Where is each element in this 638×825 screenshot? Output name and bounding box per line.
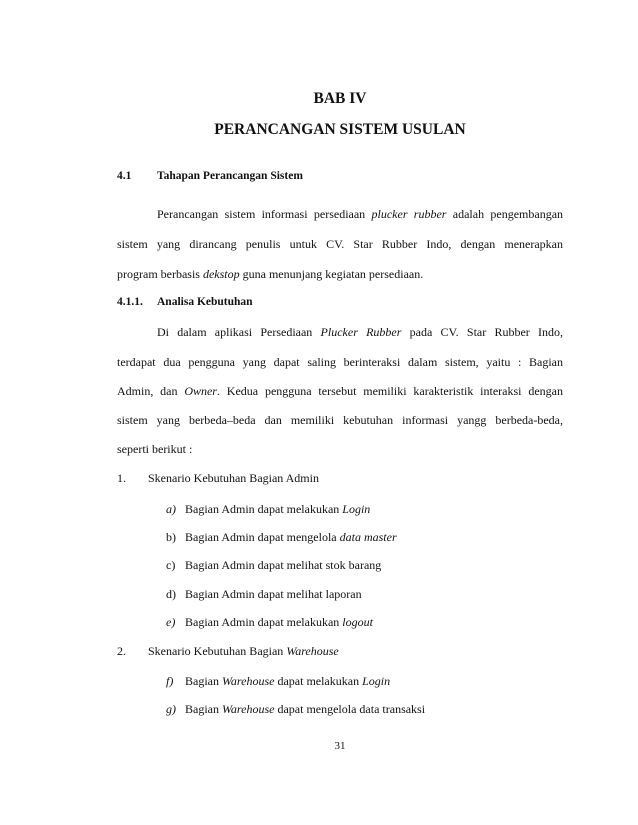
sub-item-letter: d) (166, 587, 176, 601)
paragraph-line: Di dalam aplikasi Persediaan Plucker Rubber pada CV. Star Rubber Indo, (157, 325, 564, 339)
paragraph-line: sistem yang berbeda–beda dan memiliki kebutuhan informasi yangg berbeda-beda, (117, 413, 563, 427)
list-number: 2. (117, 644, 126, 658)
section-title: Tahapan Perancangan Sistem (157, 170, 303, 182)
chapter-number: BAB IV (313, 90, 367, 107)
sub-item-text: Bagian Warehouse dapat melakukan Login (185, 674, 391, 688)
subsection-title: Analisa Kebutuhan (157, 296, 253, 308)
sub-item-letter: g) (166, 702, 176, 716)
sub-item-letter: e) (166, 615, 176, 629)
paragraph-line: Admin, dan Owner. Kedua pengguna tersebut memiliki karakteristik interaksi dengan (117, 384, 563, 398)
page-number: 31 (334, 740, 346, 752)
sub-item-letter: f) (166, 674, 174, 688)
sub-item-letter: a) (166, 502, 176, 516)
paragraph-line: Perancangan sistem informasi persediaan plucker rubber adalah pengembangan (157, 207, 564, 221)
list-number: 1. (117, 471, 126, 485)
list-item-text: Skenario Kebutuhan Bagian Warehouse (148, 644, 339, 658)
paragraph-line: program berbasis dekstop guna menunjang kegiatan persediaan. (117, 267, 424, 281)
sub-item-text: Bagian Admin dapat melihat stok barang (185, 558, 382, 572)
sub-item-text: Bagian Admin dapat melihat laporan (185, 587, 362, 601)
sub-item-letter: c) (166, 558, 176, 572)
chapter-title: PERANCANGAN SISTEM USULAN (214, 121, 466, 138)
list-item-text: Skenario Kebutuhan Bagian Admin (148, 471, 319, 485)
paragraph-line: seperti berikut : (117, 442, 193, 456)
section-number: 4.1 (117, 170, 132, 182)
sub-item-text: Bagian Admin dapat mengelola data master (185, 530, 397, 544)
paragraph-line: terdapat dua pengguna yang dapat saling berinteraksi dalam sistem, yaitu : Bagian (117, 355, 563, 369)
sub-item-letter: b) (166, 530, 176, 544)
sub-item-text: Bagian Admin dapat melakukan logout (185, 615, 373, 629)
subsection-number: 4.1.1. (117, 296, 143, 308)
sub-item-text: Bagian Warehouse dapat mengelola data transaksi (185, 702, 426, 716)
sub-item-text: Bagian Admin dapat melakukan Login (185, 502, 371, 516)
paragraph-line: sistem yang dirancang penulis untuk CV. Star Rubber Indo, dengan menerapkan (117, 237, 563, 251)
